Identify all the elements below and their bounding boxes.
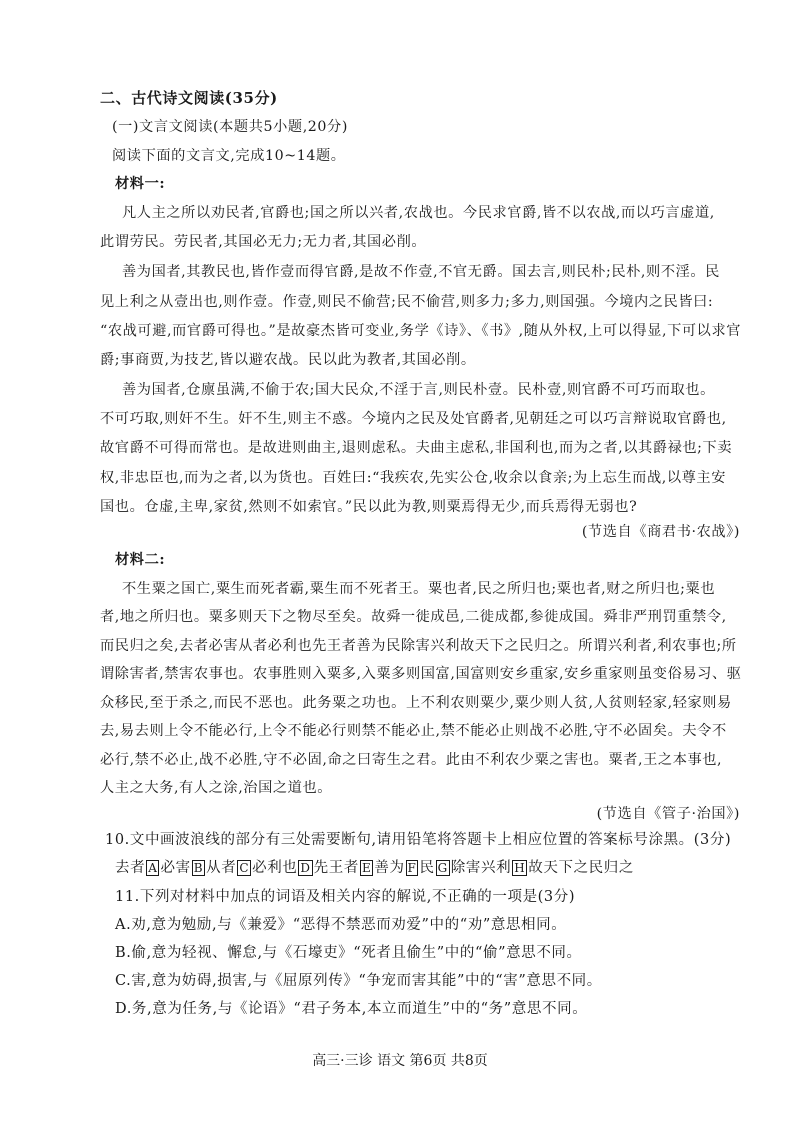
material1-line: 凡人主之所以劝民者,官爵也;国之所以兴者,农战也。今民求官爵,皆不以农战,而以巧言虚道,	[122, 205, 715, 221]
material1-line: 善为国者,其教民也,皆作壹而得官爵,是故不作壹,不官无爵。国去言,则民朴;民朴,则不淫。民	[122, 264, 720, 280]
material1-line: 不可巧取,则奸不生。奸不生,则主不惑。今境内之民及处官爵者,见朝廷之可以巧言辩说取官爵也,	[100, 411, 727, 427]
material1-line: 爵;事商贾,为技艺,皆以避农战。民以此为教者,其国必削。	[100, 352, 476, 368]
question-11-stem: 11.下列对材料中加点的词语及相关内容的解说,不正确的一项是(3分)	[115, 889, 576, 905]
q10-text: 必害	[160, 860, 191, 876]
material2-line: 而民归之矣,去者必害从者必利也先王者善为民除害兴利故天下之民归之。所谓兴利者,利农事也;所	[100, 638, 737, 654]
q10-text: 必利也	[252, 860, 298, 876]
question-10-stem: 10.文中画波浪线的部分有三处需要断句,请用铅笔将答题卡上相应位置的答案标号涂黑。(3分)	[105, 832, 732, 848]
question-11-option-c: C.害,意为妨碍,损害,与《屈原列传》“争宠而害其能”中的“害”意思不同。	[115, 973, 602, 989]
material2-line: 人主之大务,有人之涂,治国之道也。	[100, 780, 333, 796]
material2-line: 必行,禁不必止,战不必胜,守不必固,命之曰寄生之君。此由不利农少粟之害也。粟者,王之本事也,	[100, 752, 723, 768]
q10-text: 先王者	[313, 860, 359, 876]
q10-text: 去者	[115, 860, 146, 876]
material1-line: 国也。仓虚,主卑,家贫,然则不如索官。”民以此为教,则粟焉得无少,而兵焉得无弱也?	[100, 499, 638, 515]
material2-source: (节选自《管子·治国》)	[596, 806, 740, 822]
material2-line: 不生粟之国亡,粟生而死者霸,粟生而不死者王。粟也者,民之所归也;粟也者,财之所归也;粟也	[122, 581, 716, 597]
material2-label: 材料二:	[115, 552, 166, 568]
material2-line: 者,地之所归也。粟多则天下之物尽至矣。故舜一徙成邑,二徙成都,参徙成国。舜非严刑罚重禁令,	[100, 609, 727, 625]
material1-line: 权,非忠臣也,而为之者,以为货也。百姓曰:“我疾农,先实公仓,收余以食亲;为上忘生而战,以尊主安	[100, 470, 726, 486]
page-footer: 高三·三诊 语文 第6页 共8页	[312, 1053, 488, 1069]
material1-line: 故官爵不可得而常也。是故进则曲主,退则虑私。夫曲主虑私,非国利也,而为之者,以其爵禄也;下卖	[100, 440, 733, 456]
answer-mark-b[interactable]: B	[193, 861, 204, 875]
material1-line: “农战可避,而官爵可得也。”是故豪杰皆可变业,务学《诗》、《书》,随从外权,上可以得显,下可以求官	[100, 323, 742, 339]
q10-text: 民	[419, 860, 435, 876]
subsection-title: (一)文言文阅读(本题共5小题,20分)	[112, 119, 348, 135]
instruction: 阅读下面的文言文,完成10~14题。	[112, 148, 346, 164]
question-10-options	[115, 858, 755, 878]
q10-text: 从者	[206, 860, 237, 876]
answer-mark-h[interactable]: H	[514, 861, 526, 875]
material2-line: 谓除害者,禁害农事也。农事胜则入粟多,入粟多则国富,国富则安乡重家,安乡重家则虽变俗易习、驱	[100, 666, 742, 682]
question-11-option-d: D.务,意为任务,与《论语》“君子务本,本立而道生”中的“务”意思不同。	[115, 1001, 588, 1017]
section-title: 二、古代诗文阅读(35分)	[100, 89, 278, 107]
question-11-option-b: B.偷,意为轻视、懈怠,与《石壕吏》“死者且偷生”中的“偷”意思不同。	[115, 945, 582, 961]
answer-mark-e[interactable]: E	[361, 861, 372, 875]
answer-mark-d[interactable]: D	[300, 861, 311, 875]
answer-mark-a[interactable]: A	[148, 861, 158, 875]
material2-line: 去,易去则上令不能必行,上令不能必行则禁不能必止,禁不能必止则战不必胜,守不必固矣。夫令不	[100, 723, 727, 739]
material1-line: 善为国者,仓廪虽满,不偷于农;国大民众,不淫于言,则民朴壹。民朴壹,则官爵不可巧而取也。	[122, 382, 715, 398]
q10-text: 故天下之民归之	[528, 860, 634, 876]
answer-mark-f[interactable]: F	[407, 861, 417, 875]
material1-line: 此谓劳民。劳民者,其国必无力;无力者,其国必削。	[100, 234, 427, 250]
answer-mark-g[interactable]: G	[437, 861, 448, 875]
material1-label: 材料一:	[115, 176, 166, 192]
q10-text: 除害兴利	[450, 860, 512, 876]
q10-text: 善为	[374, 860, 405, 876]
answer-mark-c[interactable]: C	[239, 861, 250, 875]
material2-line: 众移民,至于杀之,而民不恶也。此务粟之功也。上不利农则粟少,粟少则人贫,人贫则轻家,轻家则易	[100, 695, 732, 711]
material1-line: 见上利之从壹出也,则作壹。作壹,则民不偷营;民不偷营,则多力;多力,则国强。今境内之民皆曰:	[100, 294, 714, 310]
question-11-option-a: A.劝,意为勉励,与《兼爱》“恶得不禁恶而劝爱”中的“劝”意思相同。	[115, 917, 567, 933]
material1-source: (节选自《商君书·农战》)	[581, 524, 740, 540]
